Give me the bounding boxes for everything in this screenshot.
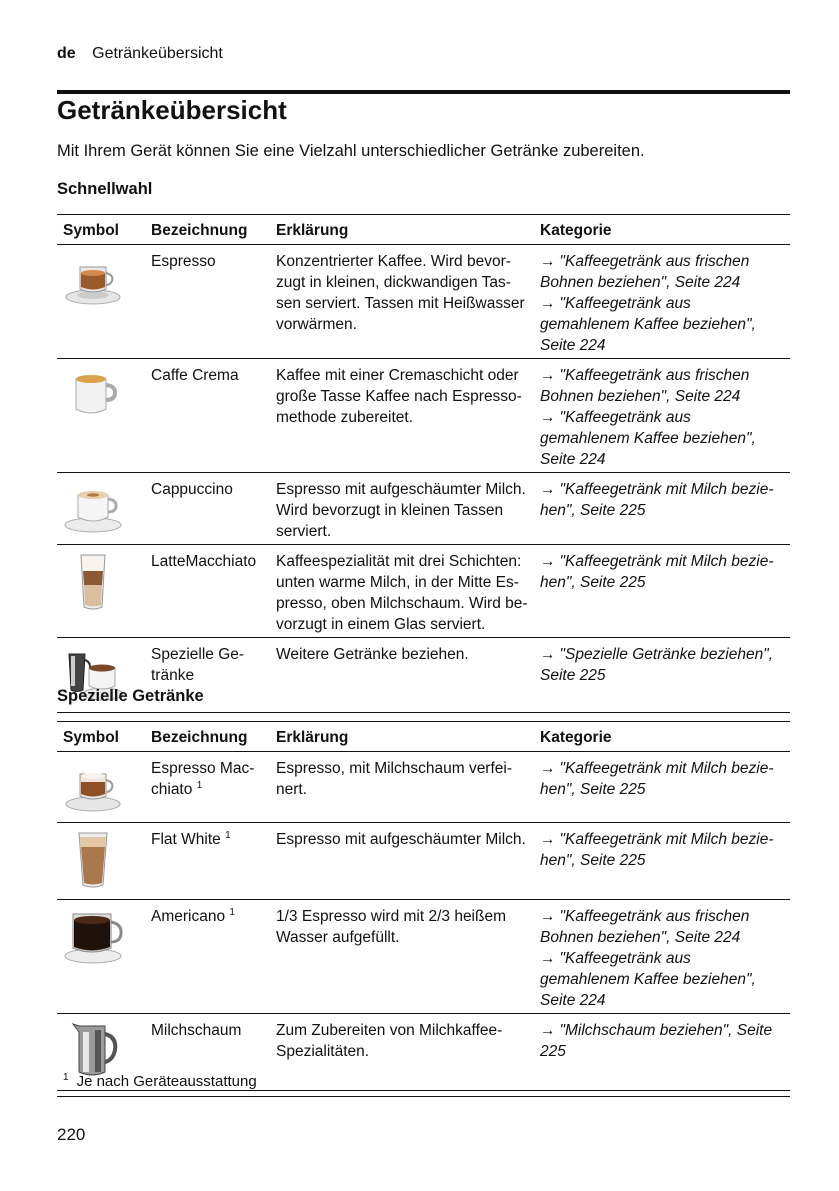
footnote-marker: 1 (196, 779, 203, 791)
drink-name-text: Espresso (151, 253, 216, 270)
arrow-right-icon: → (540, 253, 556, 270)
drink-description: Espresso mit aufgeschäumter Milch. Wird bevorzugt in kleinen Tassen serviert. (270, 473, 534, 545)
title-rule (57, 90, 790, 94)
col-erklaerung: Erklärung (270, 722, 534, 752)
table-row (57, 359, 790, 473)
col-bezeichnung: Bezeichnung (145, 215, 270, 245)
caffe-crema-icon (63, 365, 139, 427)
table-row (57, 545, 790, 638)
category-link[interactable] (540, 758, 784, 800)
drink-name-text: Americano (151, 908, 226, 925)
arrow-right-icon: → (540, 295, 556, 312)
category-link-text: "Kaffeegetränk aus gemahlenem Kaffee beziehen", Seite 224 (540, 409, 756, 468)
drink-description: Konzentrierter Kaffee. Wird bevor-zugt in kleinen, dickwandigen Tas-sen serviert. Tassen mit Heißwasser vorwärmen. (270, 245, 534, 359)
category-link-text: "Kaffeegetränk aus frischen Bohnen beziehen", Seite 224 (540, 908, 750, 946)
footnote-bottom-rule (57, 1096, 790, 1097)
col-symbol: Symbol (57, 215, 145, 245)
arrow-right-icon: → (540, 409, 556, 426)
spezielle-heading: Spezielle Getränke (57, 687, 204, 705)
arrow-right-icon: → (540, 646, 556, 663)
drink-description: Weitere Getränke beziehen. (270, 638, 534, 713)
col-erklaerung: Erklärung (270, 215, 534, 245)
category-link-text: "Kaffeegetränk mit Milch bezie-hen", Seite 225 (540, 831, 774, 869)
symbol-cell (57, 359, 145, 473)
latte-macchiato-icon (63, 551, 139, 619)
arrow-right-icon: → (540, 950, 556, 967)
table-row (57, 823, 790, 900)
arrow-right-icon: → (540, 831, 556, 848)
category-link[interactable] (540, 407, 784, 470)
drink-name-text: LatteMacchiato (151, 553, 257, 570)
symbol-cell (57, 752, 145, 823)
drink-name (145, 752, 270, 823)
language-code: de (57, 45, 76, 62)
schnellwahl-table (57, 214, 790, 713)
drink-name-text: Espresso Mac-chiato (151, 760, 255, 798)
drink-description: Kaffeespezialität mit drei Schichten: unten warme Milch, in der Mitte Es-presso, oben Milchschaum. Wird be-vorzugt in einem Glas serviert. (270, 545, 534, 638)
drink-name-text: Milchschaum (151, 1022, 242, 1039)
category-cell (534, 823, 790, 900)
table-row (57, 900, 790, 1014)
symbol-cell (57, 245, 145, 359)
americano-icon (63, 906, 139, 972)
arrow-right-icon: → (540, 367, 556, 384)
footnote-text: Je nach Geräteausstattung (76, 1073, 257, 1090)
drink-name (145, 359, 270, 473)
category-link[interactable] (540, 948, 784, 1011)
category-link-text: "Kaffeegetränk mit Milch bezie-hen", Seite 225 (540, 553, 774, 591)
category-cell (534, 359, 790, 473)
arrow-right-icon: → (540, 760, 556, 777)
flat-white-icon (63, 829, 139, 897)
drink-name-text: Spezielle Ge-tränke (151, 646, 245, 684)
col-symbol: Symbol (57, 722, 145, 752)
schnellwahl-heading: Schnellwahl (57, 180, 153, 198)
category-link-text: "Kaffeegetränk aus frischen Bohnen beziehen", Seite 224 (540, 367, 750, 405)
drink-name (145, 823, 270, 900)
drink-description: Espresso, mit Milchschaum verfei-nert. (270, 752, 534, 823)
espresso-macchiato-icon (63, 758, 139, 820)
category-link-text: "Spezielle Getränke beziehen", Seite 225 (540, 646, 773, 684)
drink-name (145, 473, 270, 545)
running-header (57, 45, 223, 63)
espresso-icon (63, 251, 139, 313)
category-link[interactable] (540, 829, 784, 871)
table-row (57, 245, 790, 359)
drink-description: Kaffee mit einer Cremaschicht oder große Tasse Kaffee nach Espresso-methode zubereitet. (270, 359, 534, 473)
col-kategorie: Kategorie (534, 215, 790, 245)
category-link-text: "Kaffeegetränk mit Milch bezie-hen", Seite 225 (540, 481, 774, 519)
symbol-cell (57, 900, 145, 1014)
drink-name (145, 545, 270, 638)
running-header-section: Getränkeübersicht (92, 45, 223, 62)
drink-name (145, 900, 270, 1014)
symbol-cell (57, 545, 145, 638)
category-link-text: "Milchschaum beziehen", Seite 225 (540, 1022, 773, 1060)
footnote-number: 1 (63, 1072, 69, 1083)
footnote-marker: 1 (225, 829, 231, 841)
category-link[interactable] (540, 479, 784, 521)
table-row (57, 752, 790, 823)
drink-description: 1/3 Espresso wird mit 2/3 heißem Wasser aufgefüllt. (270, 900, 534, 1014)
drink-description: Espresso mit aufgeschäumter Milch. (270, 823, 534, 900)
category-cell (534, 473, 790, 545)
symbol-cell (57, 823, 145, 900)
category-cell (534, 752, 790, 823)
category-link-text: "Kaffeegetränk aus gemahlenem Kaffee beziehen", Seite 224 (540, 295, 756, 354)
col-bezeichnung: Bezeichnung (145, 722, 270, 752)
category-link[interactable] (540, 365, 784, 407)
spezielle-table (57, 721, 790, 1091)
category-link-text: "Kaffeegetränk mit Milch bezie-hen", Seite 225 (540, 760, 774, 798)
intro-text: Mit Ihrem Gerät können Sie eine Vielzahl unterschiedlicher Getränke zubereiten. (57, 142, 645, 160)
category-link-text: "Kaffeegetränk aus gemahlenem Kaffee beziehen", Seite 224 (540, 950, 756, 1009)
footnote (57, 1070, 790, 1090)
category-link[interactable] (540, 551, 784, 593)
drink-name (145, 245, 270, 359)
category-link[interactable] (540, 1020, 784, 1062)
drink-name-text: Flat White (151, 831, 221, 848)
category-cell (534, 545, 790, 638)
page-title: Getränkeübersicht (57, 95, 287, 125)
arrow-right-icon: → (540, 481, 556, 498)
category-cell (534, 900, 790, 1014)
category-link[interactable] (540, 251, 784, 293)
table-row (57, 473, 790, 545)
col-kategorie: Kategorie (534, 722, 790, 752)
symbol-cell (57, 473, 145, 545)
drink-description: Zum Zubereiten von Milchkaffee-Spezialitäten. (270, 1014, 534, 1091)
arrow-right-icon: → (540, 1022, 556, 1039)
category-link[interactable] (540, 644, 784, 686)
page-number: 220 (57, 1125, 86, 1144)
arrow-right-icon: → (540, 908, 556, 925)
category-link[interactable] (540, 293, 784, 356)
drink-name-text: Caffe Crema (151, 367, 239, 384)
category-cell (534, 638, 790, 713)
cappuccino-icon (63, 479, 139, 541)
category-link[interactable] (540, 906, 784, 948)
drink-name-text: Cappuccino (151, 481, 233, 498)
arrow-right-icon: → (540, 553, 556, 570)
category-cell (534, 245, 790, 359)
footnote-marker: 1 (229, 906, 235, 918)
category-link-text: "Kaffeegetränk aus frischen Bohnen beziehen", Seite 224 (540, 253, 750, 291)
